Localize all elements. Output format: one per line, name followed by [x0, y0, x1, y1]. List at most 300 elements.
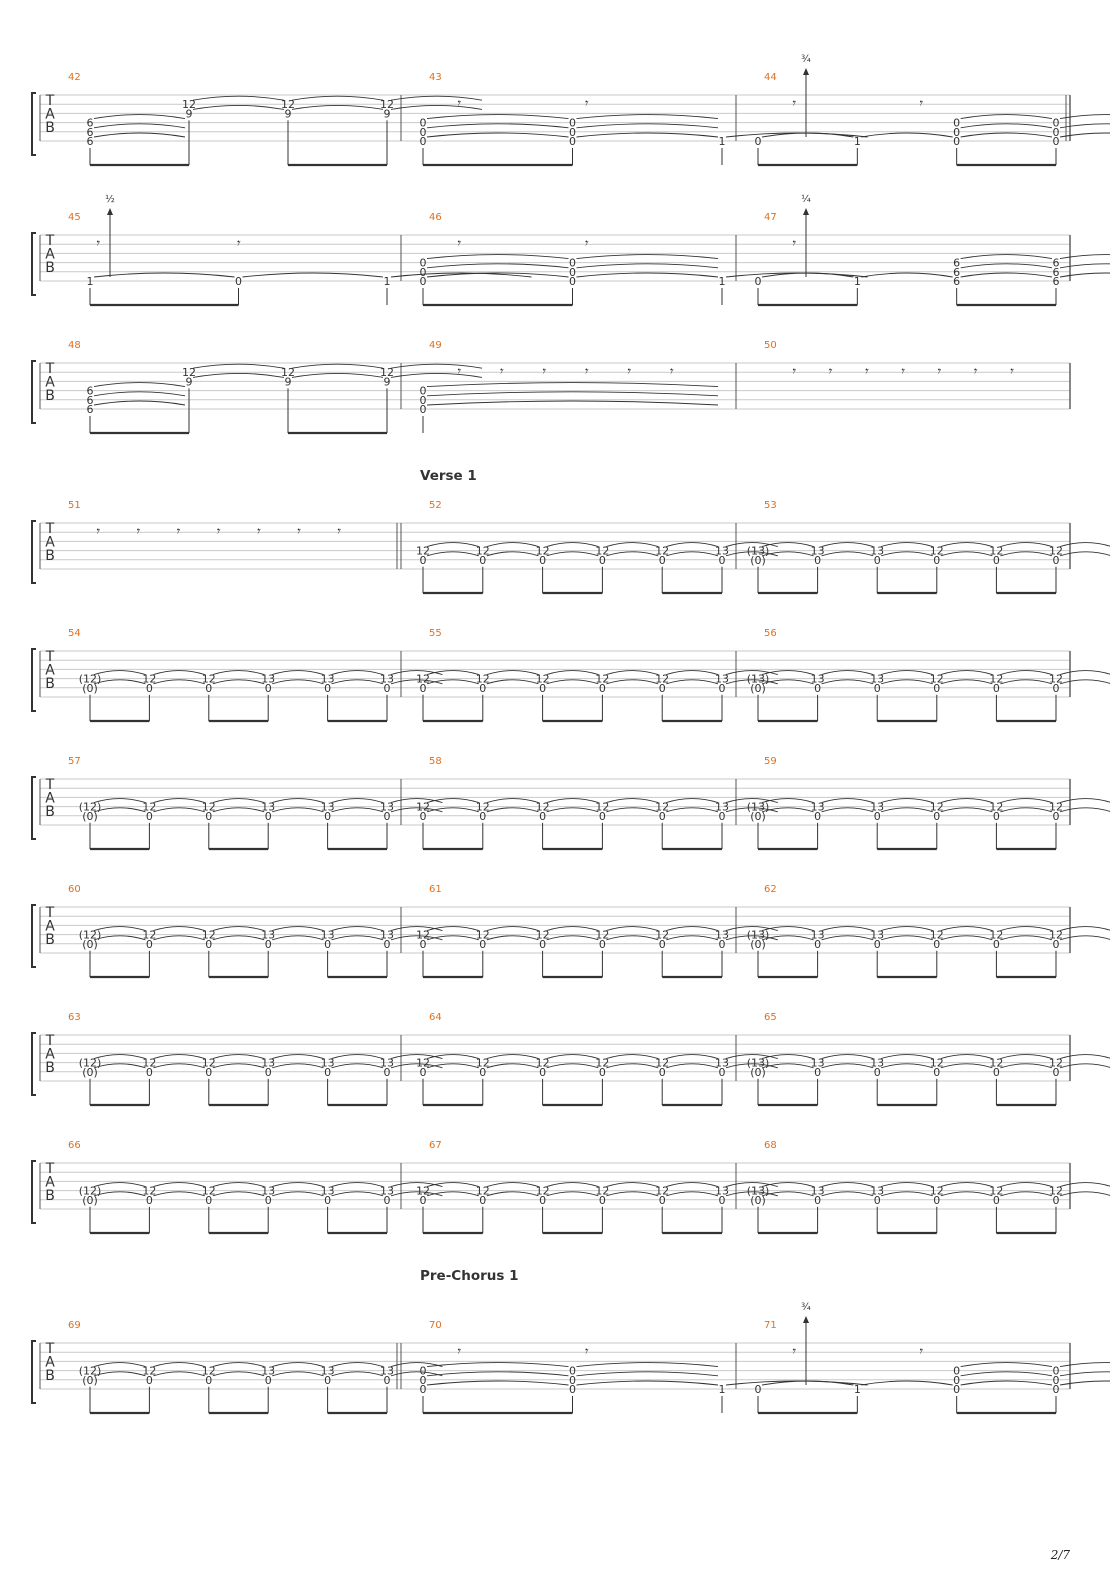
- fret-number: 13: [715, 928, 729, 942]
- fret-number: 12: [380, 98, 394, 112]
- tie-arc: [153, 799, 204, 803]
- fret-number: 0: [992, 681, 1000, 695]
- tie-arc: [213, 1055, 264, 1059]
- tie-arc: [941, 543, 993, 547]
- tie-arc: [332, 671, 383, 675]
- eighth-rest: 𝄾: [135, 524, 139, 541]
- eighth-rest: 𝄾: [295, 524, 300, 541]
- tie-arc: [153, 1055, 204, 1059]
- fret-number: 0: [953, 1364, 961, 1378]
- fret-number: 0: [419, 125, 427, 139]
- tie-arc: [427, 671, 479, 675]
- fret-number: 9: [185, 375, 193, 389]
- tie-arc: [881, 1064, 933, 1068]
- tab-staff: [0, 739, 1110, 859]
- eighth-rest: 𝄾: [235, 236, 240, 253]
- tie-arc: [606, 1064, 658, 1068]
- tab-staff: [0, 195, 1110, 315]
- tie-arc: [941, 552, 993, 556]
- fret-number: 0: [145, 809, 153, 823]
- eighth-rest: 𝄾: [215, 524, 220, 541]
- tie-arc: [941, 799, 993, 803]
- eighth-rest: 𝄾: [626, 364, 630, 381]
- tie-arc: [427, 133, 569, 137]
- tie-arc: [961, 255, 1052, 259]
- tie-arc: [272, 671, 323, 675]
- fret-number: 0: [205, 1193, 213, 1207]
- page-number: 2/7: [1050, 1548, 1070, 1562]
- measure-number: 63: [68, 1012, 81, 1023]
- fret-number: 0: [933, 937, 941, 951]
- tie-arc: [213, 1372, 264, 1376]
- tie-arc: [941, 936, 993, 940]
- tie-arc: [487, 808, 539, 812]
- fret-number: 0: [814, 681, 822, 695]
- tie-arc: [666, 543, 718, 547]
- measure-number: 62: [764, 884, 777, 895]
- tab-system: [0, 739, 1110, 859]
- tie-arc: [881, 671, 933, 675]
- fret-number: 6: [953, 265, 961, 279]
- fret-number: 0: [479, 1193, 487, 1207]
- tie-arc: [94, 1363, 145, 1367]
- fret-number: 0: [992, 809, 1000, 823]
- fret-number: 0: [1052, 1065, 1060, 1079]
- bend-arrow-head: [803, 1316, 809, 1323]
- tie-arc: [881, 1183, 933, 1187]
- tab-clef-letter: A: [45, 246, 55, 263]
- fret-number: (0): [82, 1193, 98, 1207]
- fret-number: 0: [718, 1193, 726, 1207]
- tie-arc: [213, 671, 264, 675]
- fret-number: 0: [205, 1373, 213, 1387]
- fret-number: 0: [383, 1193, 391, 1207]
- tie-arc: [1060, 1064, 1110, 1068]
- fret-number: (13): [746, 1056, 770, 1070]
- fret-number: 9: [383, 107, 391, 121]
- fret-number: 0: [933, 1065, 941, 1079]
- measure-number: 52: [429, 500, 442, 511]
- tab-clef-letter: T: [45, 649, 55, 666]
- tab-clef-letter: B: [45, 676, 55, 693]
- system-bracket: [32, 777, 36, 839]
- tie-arc: [822, 543, 874, 547]
- fret-number: 12: [182, 98, 196, 112]
- tie-arc: [1000, 671, 1052, 675]
- fret-number: (0): [82, 1065, 98, 1079]
- tie-arc: [881, 799, 933, 803]
- measure-number: 70: [429, 1320, 442, 1331]
- tie-arc: [1060, 1183, 1110, 1187]
- tie-arc: [332, 1372, 383, 1376]
- fret-number: 0: [658, 1193, 666, 1207]
- tie-arc: [577, 124, 719, 128]
- fret-number: 13: [870, 928, 885, 942]
- fret-number: 12: [1049, 544, 1063, 558]
- fret-number: (13): [746, 672, 770, 686]
- fret-number: 13: [810, 1056, 825, 1070]
- tie-arc: [1060, 1055, 1110, 1059]
- tie-arc: [547, 1183, 599, 1187]
- eighth-rest: 𝄾: [668, 364, 673, 381]
- tie-arc: [487, 799, 539, 803]
- fret-number: 0: [1052, 553, 1060, 567]
- fret-number: 0: [658, 681, 666, 695]
- fret-number: 0: [718, 809, 726, 823]
- fret-number: (13): [746, 800, 770, 814]
- tie-arc: [272, 1183, 323, 1187]
- tie-arc: [213, 927, 264, 931]
- tab-clef-letter: B: [45, 932, 55, 949]
- tab-clef-letter: B: [45, 120, 55, 137]
- fret-number: 0: [598, 1065, 606, 1079]
- tie-arc: [332, 808, 383, 812]
- fret-number: 0: [873, 809, 881, 823]
- tie-arc: [427, 392, 718, 396]
- eighth-rest: 𝄾: [456, 236, 460, 253]
- fret-number: 0: [419, 116, 427, 130]
- tie-arc: [606, 799, 658, 803]
- measure-number: 42: [68, 72, 81, 83]
- fret-number: 0: [539, 809, 547, 823]
- measure-number: 54: [68, 628, 81, 639]
- tie-arc: [762, 936, 814, 940]
- tie-arc: [881, 543, 933, 547]
- tie-arc: [272, 680, 323, 684]
- fret-number: 13: [320, 800, 335, 814]
- fret-number: 0: [992, 1065, 1000, 1079]
- tie-arc: [94, 1064, 145, 1068]
- fret-number: 12: [475, 928, 490, 942]
- measure-number: 64: [429, 1012, 442, 1023]
- tie-arc: [547, 680, 599, 684]
- fret-number: (0): [82, 809, 98, 823]
- tab-clef-letter: A: [45, 1174, 55, 1191]
- system-bracket: [32, 1161, 36, 1223]
- tie-arc: [332, 799, 383, 803]
- fret-number: 12: [595, 1056, 610, 1070]
- fret-number: 0: [598, 937, 606, 951]
- fret-number: (13): [746, 544, 770, 558]
- tie-arc: [94, 1372, 145, 1376]
- tie-arc: [961, 133, 1052, 137]
- tie-arc: [666, 1192, 718, 1196]
- tab-clef-letter: T: [45, 361, 55, 378]
- fret-number: 12: [142, 1364, 157, 1378]
- fret-number: 13: [810, 544, 825, 558]
- fret-number: 12: [201, 800, 216, 814]
- fret-number: 12: [535, 928, 550, 942]
- fret-number: 13: [261, 672, 276, 686]
- fret-number: 13: [261, 1364, 276, 1378]
- fret-number: 0: [419, 403, 427, 416]
- tie-arc: [547, 1192, 599, 1196]
- fret-number: 0: [145, 1065, 153, 1079]
- tie-arc: [94, 133, 185, 137]
- tie-arc: [427, 680, 479, 684]
- tab-clef-letter: A: [45, 1354, 55, 1371]
- tie-arc: [881, 680, 933, 684]
- tie-arc: [391, 105, 482, 109]
- tie-arc: [193, 96, 284, 100]
- fret-number: 0: [569, 135, 576, 148]
- tab-clef-letter: A: [45, 374, 55, 391]
- tie-arc: [606, 808, 658, 812]
- tie-arc: [547, 808, 599, 812]
- tie-arc: [1060, 1192, 1110, 1196]
- tie-arc: [881, 927, 933, 931]
- fret-number: 13: [870, 800, 885, 814]
- tie-arc: [1000, 1064, 1052, 1068]
- fret-number: 0: [264, 809, 272, 823]
- tab-clef-letter: A: [45, 662, 55, 679]
- tie-arc: [391, 364, 482, 368]
- tie-arc: [1060, 1372, 1110, 1376]
- fret-number: 0: [814, 553, 822, 567]
- tie-arc: [94, 680, 145, 684]
- tie-arc: [427, 1183, 479, 1187]
- tab-clef-letter: B: [45, 260, 55, 277]
- tie-arc: [427, 1055, 479, 1059]
- fret-number: 0: [383, 809, 391, 823]
- fret-number: 0: [933, 681, 941, 695]
- fret-number: 12: [655, 672, 670, 686]
- tie-arc: [547, 552, 599, 556]
- fret-number: 12: [535, 672, 550, 686]
- measure-number: 49: [429, 340, 442, 351]
- fret-number: 12: [201, 928, 216, 942]
- tab-system: [0, 1268, 1110, 1423]
- tie-arc: [881, 1055, 933, 1059]
- eighth-rest: 𝄾: [972, 364, 977, 381]
- fret-number: 12: [595, 672, 610, 686]
- tie-arc: [213, 1363, 264, 1367]
- fret-number: 9: [284, 107, 292, 121]
- fret-number: 0: [718, 1065, 726, 1079]
- fret-number: 0: [658, 809, 666, 823]
- tie-arc: [487, 552, 539, 556]
- fret-number: 12: [201, 1056, 216, 1070]
- tie-arc: [94, 1183, 145, 1187]
- tie-arc: [153, 1372, 204, 1376]
- tie-arc: [1000, 1183, 1052, 1187]
- fret-number: 0: [953, 116, 961, 130]
- fret-number: 12: [595, 1184, 610, 1198]
- tie-arc: [391, 373, 482, 377]
- fret-number: 0: [419, 1364, 427, 1378]
- fret-number: 0: [479, 681, 487, 695]
- fret-number: 0: [598, 553, 606, 567]
- fret-number: 0: [235, 275, 242, 288]
- tie-arc: [94, 936, 145, 940]
- system-bracket: [32, 649, 36, 711]
- tie-arc: [427, 1381, 569, 1385]
- tie-arc: [427, 552, 479, 556]
- tie-arc: [941, 1192, 993, 1196]
- fret-number: 1: [718, 275, 726, 288]
- tab-staff: [0, 1303, 1110, 1423]
- tie-arc: [881, 1192, 933, 1196]
- fret-number: 12: [201, 1184, 216, 1198]
- fret-number: 12: [281, 366, 295, 380]
- tie-arc: [94, 383, 185, 387]
- fret-number: 12: [1049, 672, 1063, 686]
- fret-number: 1: [853, 275, 861, 288]
- tie-arc: [666, 1183, 718, 1187]
- tie-arc: [94, 927, 145, 931]
- tie-arc: [1000, 1055, 1052, 1059]
- tab-clef-letter: T: [45, 1033, 55, 1050]
- eighth-rest: 𝄾: [918, 96, 922, 113]
- tab-clef-letter: T: [45, 777, 55, 794]
- fret-number: 12: [655, 1056, 670, 1070]
- fret-number: 12: [929, 672, 944, 686]
- tie-arc: [577, 264, 719, 268]
- tie-arc: [1060, 273, 1110, 277]
- bend-amount: ¾: [801, 54, 811, 65]
- tie-arc: [666, 936, 718, 940]
- tie-arc: [1060, 671, 1110, 675]
- tie-arc: [292, 373, 383, 377]
- tie-arc: [487, 936, 539, 940]
- tie-arc: [961, 124, 1052, 128]
- tab-clef-letter: T: [45, 233, 55, 250]
- fret-number: 0: [718, 553, 726, 567]
- fret-number: 13: [261, 928, 276, 942]
- system-bracket: [32, 1033, 36, 1095]
- fret-number: 13: [320, 1184, 335, 1198]
- tie-arc: [1060, 799, 1110, 803]
- tie-arc: [292, 96, 383, 100]
- fret-number: 0: [419, 1065, 427, 1079]
- fret-number: 0: [1052, 681, 1060, 695]
- tab-system: [0, 195, 1110, 315]
- tie-arc: [762, 543, 814, 547]
- fret-number: 13: [261, 1184, 276, 1198]
- fret-number: 12: [475, 800, 490, 814]
- tab-staff: [0, 55, 1110, 175]
- fret-number: 0: [419, 681, 427, 695]
- eighth-rest: 𝄾: [791, 236, 795, 253]
- fret-number: 12: [535, 544, 550, 558]
- fret-number: 13: [715, 800, 729, 814]
- tie-arc: [292, 105, 383, 109]
- fret-number: 12: [595, 800, 610, 814]
- tie-arc: [547, 927, 599, 931]
- fret-number: 12: [142, 1056, 157, 1070]
- tie-arc: [666, 1064, 718, 1068]
- fret-number: 0: [264, 1065, 272, 1079]
- fret-number: 13: [810, 800, 825, 814]
- fret-number: 0: [569, 256, 576, 270]
- fret-number: 12: [142, 672, 157, 686]
- tab-staff: [0, 995, 1110, 1115]
- fret-number: (12): [78, 1364, 102, 1378]
- eighth-rest: 𝄾: [827, 364, 832, 381]
- fret-number: 0: [953, 135, 961, 148]
- tie-arc: [193, 105, 284, 109]
- tie-arc: [762, 808, 814, 812]
- fret-number: (12): [78, 672, 102, 686]
- eighth-rest: 𝄾: [456, 96, 460, 113]
- measure-number: 68: [764, 1140, 777, 1151]
- tab-system: [0, 468, 1110, 603]
- tie-arc: [94, 671, 145, 675]
- fret-number: 0: [992, 937, 1000, 951]
- tie-arc: [427, 255, 569, 259]
- fret-number: 12: [655, 928, 670, 942]
- fret-number: (12): [78, 928, 102, 942]
- fret-number: 12: [655, 800, 670, 814]
- tie-arc: [427, 927, 479, 931]
- tie-arc: [487, 1183, 539, 1187]
- tab-clef-letter: B: [45, 548, 55, 565]
- fret-number: (0): [750, 937, 766, 951]
- fret-number: 0: [1052, 1383, 1060, 1396]
- fret-number: 13: [870, 1056, 885, 1070]
- fret-number: 0: [933, 809, 941, 823]
- tie-arc: [427, 936, 479, 940]
- tie-arc: [487, 1055, 539, 1059]
- tie-arc: [153, 936, 204, 940]
- tab-clef-letter: B: [45, 1060, 55, 1077]
- tab-system: [0, 323, 1110, 443]
- fret-number: 0: [718, 681, 726, 695]
- tab-clef-letter: A: [45, 790, 55, 807]
- fret-number: 13: [320, 672, 335, 686]
- tie-arc: [153, 1192, 204, 1196]
- tie-arc: [332, 1183, 383, 1187]
- fret-number: 12: [1049, 800, 1063, 814]
- fret-number: 0: [953, 125, 961, 139]
- tie-arc: [547, 671, 599, 675]
- fret-number: 12: [989, 1184, 1004, 1198]
- tie-arc: [941, 671, 993, 675]
- fret-number: 0: [419, 135, 427, 148]
- fret-number: 0: [1052, 937, 1060, 951]
- measure-number: 60: [68, 884, 81, 895]
- tie-arc: [1060, 264, 1110, 268]
- eighth-rest: 𝄾: [583, 236, 588, 253]
- fret-number: 0: [569, 1373, 576, 1387]
- tie-arc: [1000, 1192, 1052, 1196]
- tie-arc: [213, 1183, 264, 1187]
- fret-number: (0): [750, 809, 766, 823]
- tie-arc: [213, 936, 264, 940]
- tab-clef-letter: B: [45, 388, 55, 405]
- eighth-rest: 𝄾: [583, 364, 588, 381]
- tie-arc: [606, 1055, 658, 1059]
- tie-arc: [1000, 936, 1052, 940]
- tie-arc: [881, 936, 933, 940]
- measure-number: 71: [764, 1320, 777, 1331]
- tie-arc: [941, 1183, 993, 1187]
- tab-staff: [0, 483, 1110, 603]
- fret-number: 0: [479, 809, 487, 823]
- fret-number: (0): [82, 937, 98, 951]
- fret-number: 13: [810, 928, 825, 942]
- fret-number: 1: [718, 135, 726, 148]
- tie-arc: [1060, 936, 1110, 940]
- fret-number: 0: [539, 1065, 547, 1079]
- tie-arc: [272, 1192, 323, 1196]
- tie-arc: [427, 383, 718, 387]
- fret-number: 0: [598, 809, 606, 823]
- tie-arc: [427, 264, 569, 268]
- fret-number: 0: [419, 1383, 427, 1396]
- tab-clef-letter: T: [45, 905, 55, 922]
- fret-number: (12): [78, 1056, 102, 1070]
